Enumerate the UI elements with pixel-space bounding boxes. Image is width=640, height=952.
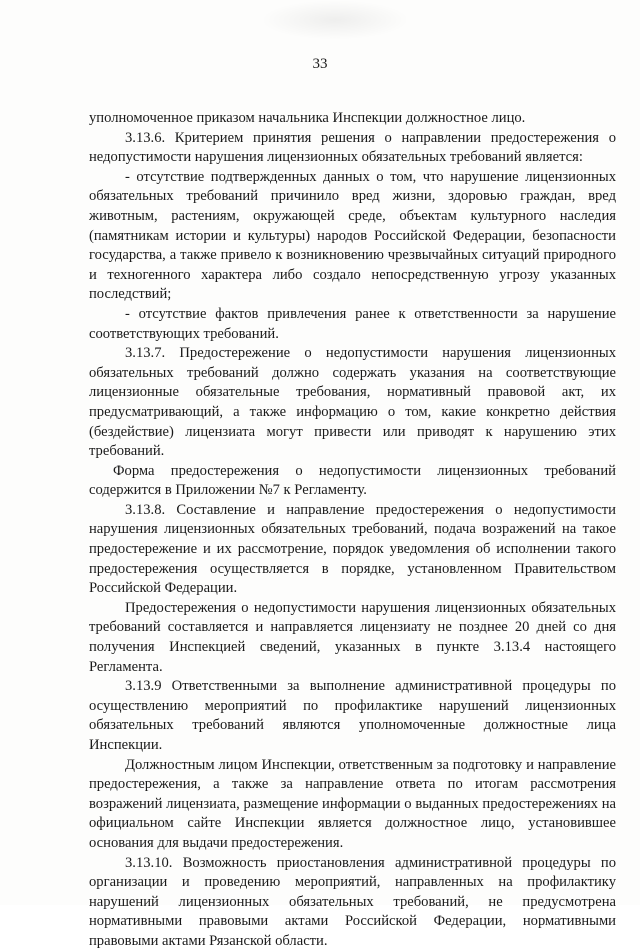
paragraph-3-13-8: 3.13.8. Составление и направление предостережения о недопустимости нарушения лицензионных обязательных требований, подача возражений на такое предостережение и их рассмотрение, порядок уведомления об исполнении такого предостережения осуществляется в порядке, установленном Правительством Российской Федерации. bbox=[89, 501, 616, 597]
page-number: 33 bbox=[312, 56, 328, 72]
paragraph-3-13-9: 3.13.9 Ответственными за выполнение административной процедуры по осуществлению мероприятий по профилактике нарушений лицензионных обязательных требований являются уполномоченные должностные лица Инспекции. bbox=[89, 678, 616, 753]
document-body bbox=[89, 109, 616, 952]
scan-artifact bbox=[260, 0, 410, 40]
list-item-no-prior-liability: - отсутствие фактов привлечения ранее к ответственности за нарушение соответствующих требований. bbox=[89, 305, 616, 342]
paragraph-deadline: Предостережения о недопустимости нарушения лицензионных обязательных требований составляется и направляется лицензиату не позднее 20 дней со дня получения Инспекцией сведений, указанных в пункте 3.13.4 настоящего Регламента. bbox=[89, 599, 616, 675]
paragraph-3-13-6: 3.13.6. Критерием принятия решения о направлении предостережения о недопустимости нарушения лицензионных обязательных требований является: bbox=[89, 129, 616, 166]
paragraph-form-appendix: Форма предостережения о недопустимости лицензионных требований содержится в Приложении №7 к Регламенту. bbox=[89, 462, 616, 499]
paragraph-3-13-10: 3.13.10. Возможность приостановления административной процедуры по организации и проведению мероприятий, направленных на профилактику нарушений лицензионных обязательных требований, не предусмотрена нормативными правовыми актами Российской Федерации, нормативными правовыми актами Рязанской области. bbox=[89, 854, 616, 949]
paragraph-continuation: уполномоченное приказом начальника Инспекции должностное лицо. bbox=[89, 110, 526, 126]
paragraph-3-13-7: 3.13.7. Предостережение о недопустимости нарушения лицензионных обязательных требований должно содержать указания на соответствующие лицензионные обязательные требования, нормативный правовой акт, их предусматривающий, а также информацию о том, какие конкретно действия (бездействие) лицензиата могут привести или приводят к нарушению этих требований. bbox=[89, 345, 616, 460]
paragraph-responsible-official: Должностным лицом Инспекции, ответственным за подготовку и направление предостережения, а также за направление ответа по итогам рассмотрения возражений лицензиата, размещение информации о выданных предостережениях на официальном сайте Инспекции является должностное лицо, установившее основания для выдачи предостережения. bbox=[89, 756, 616, 851]
list-item-no-harm: - отсутствие подтвержденных данных о том, что нарушение лицензионных обязательных требований причинило вред жизни, здоровью граждан, вред животным, растениям, окружающей среде, объектам культурного наследия (памятникам истории и культуры) народов Российской Федерации, безопасности государства, а также привело к возникновению чрезвычайных ситуаций природного и техногенного характера либо создало непосредственную угрозу указанных последствий; bbox=[89, 168, 616, 303]
